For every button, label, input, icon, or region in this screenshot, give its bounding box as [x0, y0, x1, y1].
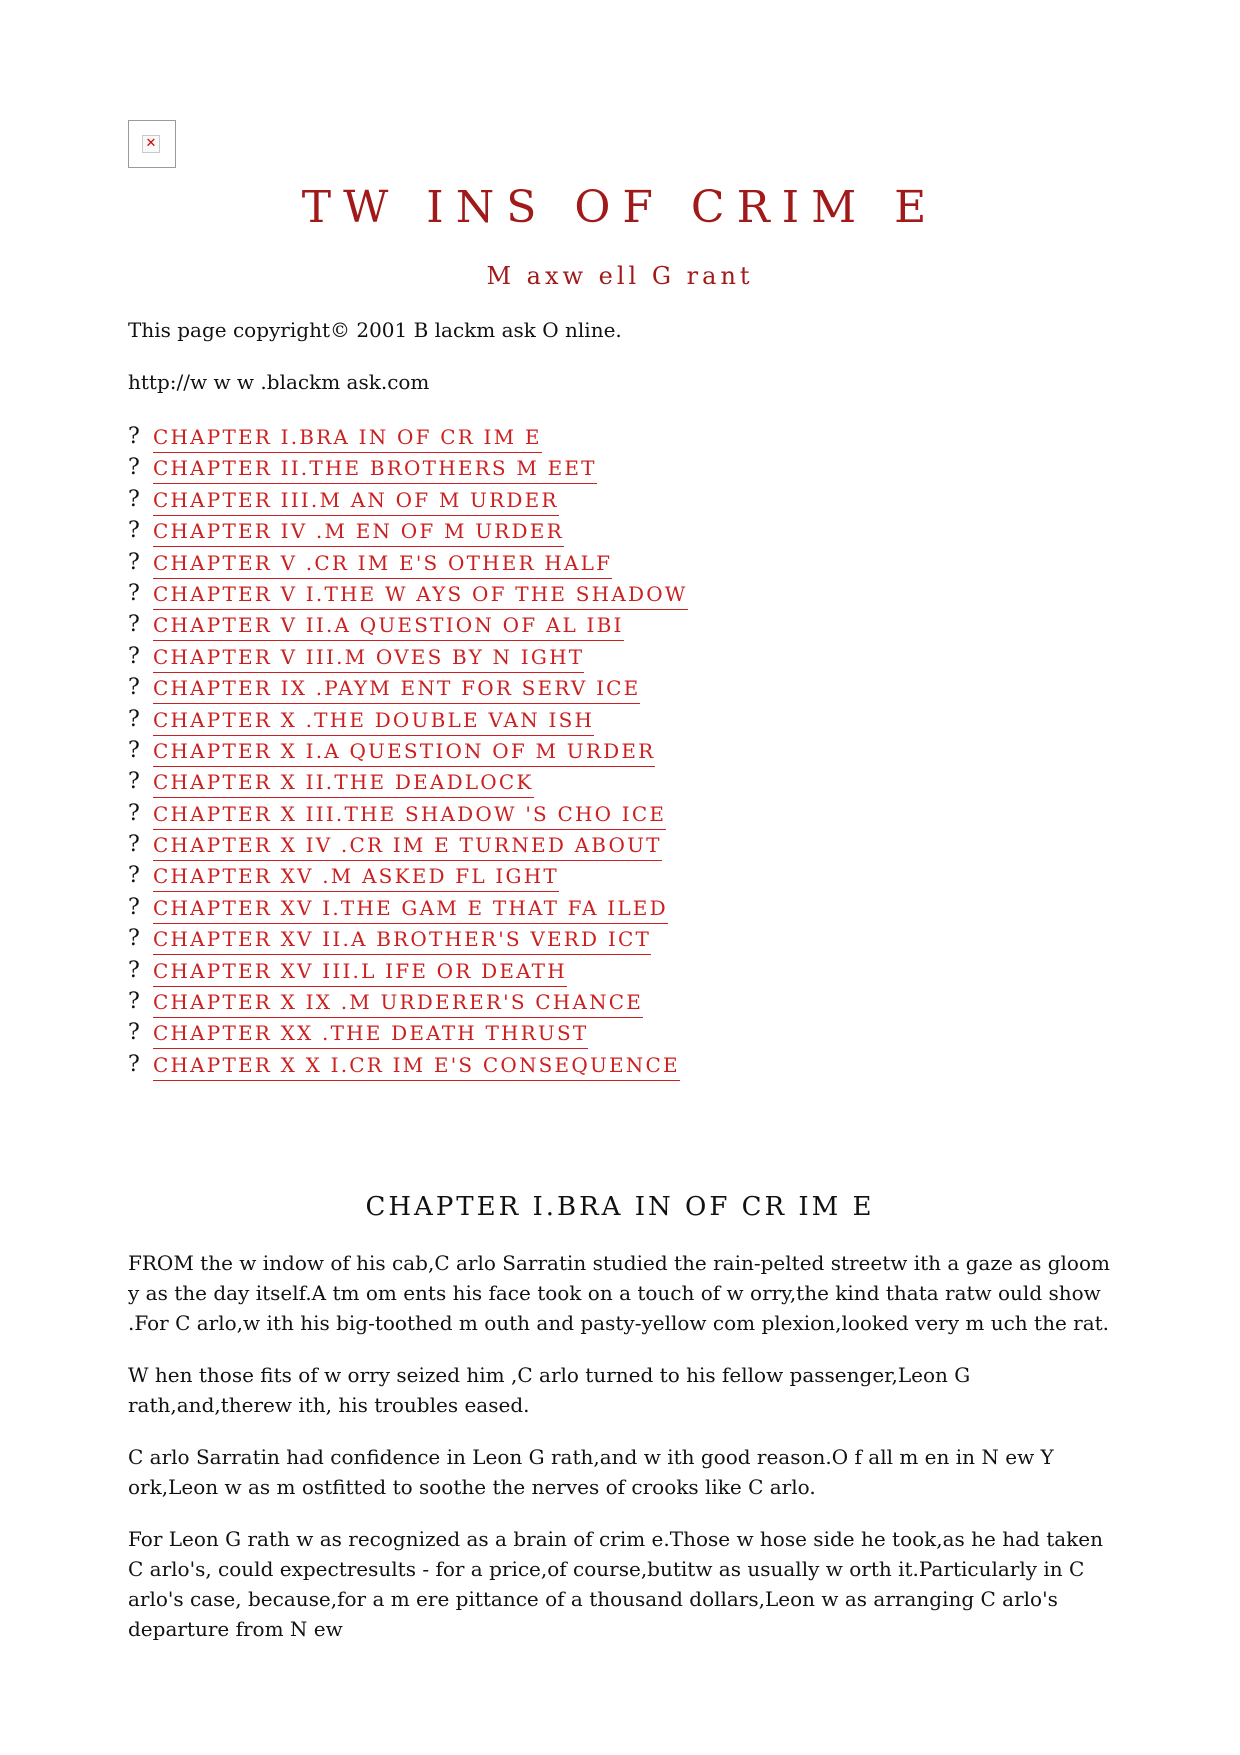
- book-author: M axw ell G rant: [486, 262, 754, 290]
- toc-bullet: ?: [128, 769, 140, 795]
- toc-bullet: ?: [128, 486, 140, 512]
- toc-bullet: ?: [128, 580, 140, 606]
- toc-bullet: ?: [128, 424, 140, 449]
- toc-chapter-link[interactable]: CHAPTER V II.A QUESTION OF AL IBI: [153, 612, 624, 641]
- body-paragraph: C arlo Sarratin had confidence in Leon G rath,and w ith good reason.O f all m en in N ew Y ork,Leon w as m ostfitted to soothe the nerves of crooks like C arlo.: [128, 1445, 1054, 1499]
- toc-bullet: ?: [128, 455, 140, 481]
- toc-item: [128, 518, 688, 549]
- toc-bullet: ?: [128, 989, 140, 1015]
- toc-chapter-link[interactable]: CHAPTER XV III.L IFE OR DEATH: [153, 958, 567, 987]
- toc-bullet: ?: [128, 643, 140, 669]
- toc-item: [128, 1052, 688, 1083]
- toc-chapter-link[interactable]: CHAPTER X III.THE SHADOW 'S CHO ICE: [153, 801, 666, 830]
- toc-chapter-link[interactable]: CHAPTER XX .THE DEATH THRUST: [153, 1020, 588, 1049]
- toc-item: [128, 895, 688, 926]
- toc-chapter-link[interactable]: CHAPTER X .THE DOUBLE VAN ISH: [153, 707, 594, 736]
- toc-chapter-link[interactable]: CHAPTER IX .PAYM ENT FOR SERV ICE: [153, 675, 640, 704]
- body-paragraph: For Leon G rath w as recognized as a brain of crim e.Those w hose side he took,as he had taken C arlo's, could expectresults - for a price,of course,butitw as usually w orth it.Particularly in C arlo's case, because,for a m ere pittance of a thousand dollars,Leon w as arranging C arlo's departure from N ew: [128, 1527, 1104, 1641]
- toc-bullet: ?: [128, 800, 140, 826]
- toc-item: [128, 863, 688, 894]
- toc-item: [128, 581, 688, 612]
- toc-bullet: ?: [128, 549, 140, 575]
- toc-chapter-link[interactable]: CHAPTER XV I.THE GAM E THAT FA ILED: [153, 895, 668, 924]
- toc-bullet: ?: [128, 863, 140, 889]
- toc-bullet: ?: [128, 737, 140, 763]
- toc-item: [128, 1020, 688, 1051]
- toc-item: [128, 707, 688, 738]
- copyright-notice: This page copyright© 2001 B lackm ask O nline.: [128, 318, 622, 342]
- toc-chapter-link[interactable]: CHAPTER XV .M ASKED FL IGHT: [153, 863, 559, 892]
- site-url: http://w w w .blackm ask.com: [128, 370, 430, 394]
- toc-bullet: ?: [128, 894, 140, 920]
- toc-chapter-link[interactable]: CHAPTER I.BRA IN OF CR IM E: [153, 424, 542, 453]
- toc-item: [128, 926, 688, 957]
- chapter-body: [128, 1248, 1118, 1666]
- toc-chapter-link[interactable]: CHAPTER XV II.A BROTHER'S VERD ICT: [153, 926, 651, 955]
- toc-item: [128, 644, 688, 675]
- toc-chapter-link[interactable]: CHAPTER X I.A QUESTION OF M URDER: [153, 738, 655, 767]
- toc-bullet: ?: [128, 1051, 140, 1077]
- table-of-contents: [128, 424, 688, 1083]
- toc-chapter-link[interactable]: CHAPTER II.THE BROTHERS M EET: [153, 455, 597, 484]
- toc-item: [128, 455, 688, 486]
- toc-chapter-link[interactable]: CHAPTER X IV .CR IM E TURNED ABOUT: [153, 832, 662, 861]
- toc-item: [128, 769, 688, 800]
- toc-item: [128, 612, 688, 643]
- toc-chapter-link[interactable]: CHAPTER X IX .M URDERER'S CHANCE: [153, 989, 643, 1018]
- toc-item: [128, 675, 688, 706]
- body-paragraph: FROM the w indow of his cab,C arlo Sarratin studied the rain-pelted streetw ith a gaze as gloom y as the day itself.A tm om ents his face took on a touch of w orry,the kind thata ratw ould show .For C arlo,w ith his big-toothed m outh and pasty-yellow com plexion,looked very m uch the rat.: [128, 1251, 1110, 1335]
- body-paragraph: W hen those fits of w orry seized him ,C arlo turned to his fellow passenger,Leon G rath,and,therew ith, his troubles eased.: [128, 1363, 971, 1417]
- toc-chapter-link[interactable]: CHAPTER V .CR IM E'S OTHER HALF: [153, 550, 612, 579]
- toc-bullet: ?: [128, 957, 140, 983]
- chapter-heading: CHAPTER I.BRA IN OF CR IM E: [365, 1192, 875, 1222]
- broken-image-icon: ✕: [142, 135, 160, 153]
- toc-chapter-link[interactable]: CHAPTER X X I.CR IM E'S CONSEQUENCE: [153, 1052, 680, 1081]
- toc-item: [128, 801, 688, 832]
- toc-item: [128, 958, 688, 989]
- toc-chapter-link[interactable]: CHAPTER V I.THE W AYS OF THE SHADOW: [153, 581, 688, 610]
- broken-image-placeholder: [128, 120, 176, 168]
- toc-item: [128, 832, 688, 863]
- book-title: TW INS OF CRIM E: [301, 182, 939, 233]
- toc-chapter-link[interactable]: CHAPTER X II.THE DEADLOCK: [153, 769, 534, 798]
- toc-item: [128, 989, 688, 1020]
- toc-bullet: ?: [128, 832, 140, 858]
- toc-item: [128, 487, 688, 518]
- toc-bullet: ?: [128, 518, 140, 544]
- toc-bullet: ?: [128, 706, 140, 732]
- toc-bullet: ?: [128, 612, 140, 638]
- toc-bullet: ?: [128, 1020, 140, 1046]
- toc-bullet: ?: [128, 926, 140, 952]
- toc-bullet: ?: [128, 675, 140, 701]
- toc-chapter-link[interactable]: CHAPTER III.M AN OF M URDER: [153, 487, 559, 516]
- toc-chapter-link[interactable]: CHAPTER IV .M EN OF M URDER: [153, 518, 564, 547]
- toc-chapter-link[interactable]: CHAPTER V III.M OVES BY N IGHT: [153, 644, 584, 673]
- toc-item: [128, 550, 688, 581]
- toc-item: [128, 738, 688, 769]
- toc-item: [128, 424, 688, 455]
